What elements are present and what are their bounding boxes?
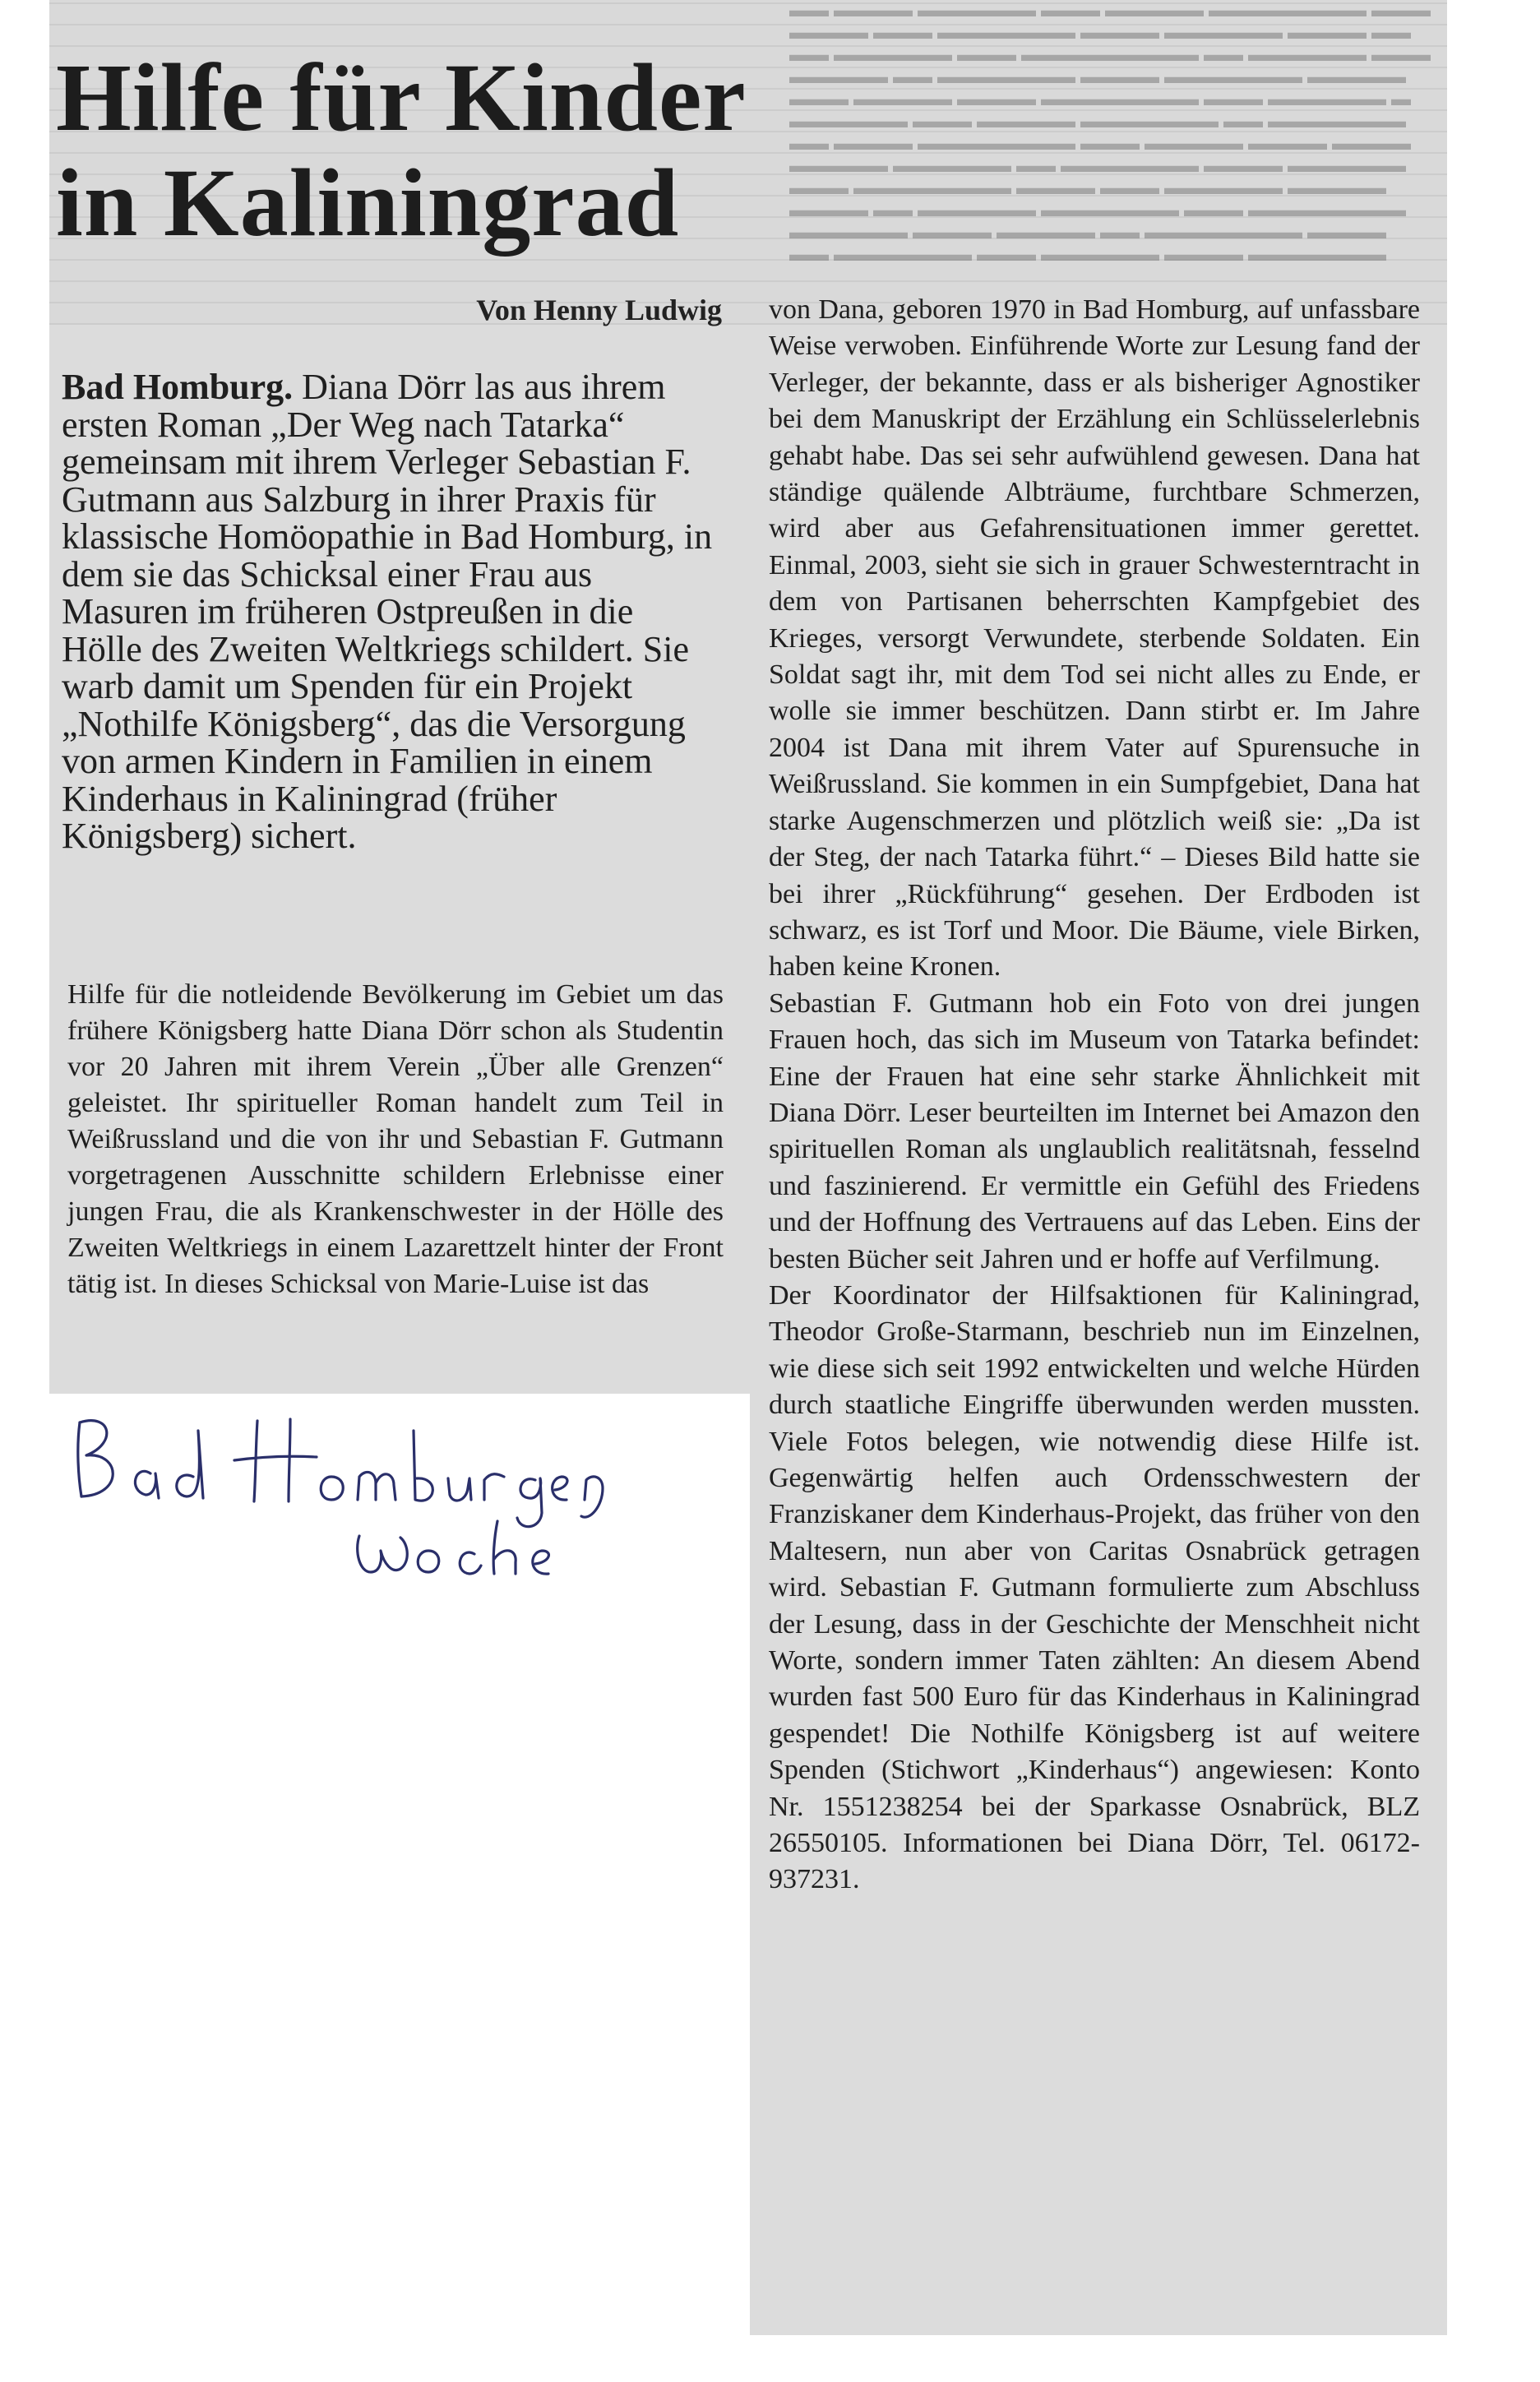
bleed-through-texture: ▬▬ ▬▬▬▬ ▬▬▬▬▬▬ ▬▬▬ ▬▬▬▬▬ ▬▬▬▬▬▬▬▬ ▬▬▬ ▬▬▬▬ ▬▬▬ ▬▬▬▬▬▬▬ ▬▬▬▬ ▬▬▬▬▬▬ ▬▬▬▬ ▬▬ ▬▬ ▬▬▬▬▬▬ ▬▬▬ ▬▬▬▬▬▬▬▬▬ ▬▬ ▬▬▬▬▬▬ ▬▬▬ ▬▬▬▬▬ ▬▬ ▬▬▬▬▬▬▬ ▬▬▬▬ ▬▬▬▬▬▬▬ ▬▬▬▬▬ ▬▬▬ ▬▬▬▬▬ ▬▬▬▬ ▬▬▬▬▬▬▬▬ ▬▬▬ ▬▬▬▬▬▬ ▬ ▬▬▬▬▬▬ ▬▬▬ ▬▬▬▬▬ ▬▬▬▬▬▬▬ ▬▬ ▬▬▬▬▬▬▬ ▬▬ ▬▬▬▬ ▬▬▬▬▬▬▬▬ ▬▬▬ ▬▬▬▬▬ ▬▬▬▬ ▬▬▬▬ ▬▬▬▬▬ ▬▬▬▬▬▬ ▬▬ ▬▬▬▬▬▬▬ ▬▬▬▬ ▬▬▬▬▬▬ ▬▬▬ ▬▬▬▬▬▬▬▬ ▬▬▬▬ ▬▬▬ ▬▬▬▬▬▬ ▬▬▬▬▬ ▬▬▬▬ ▬▬ ▬▬▬▬▬▬ ▬▬▬▬▬▬▬ ▬▬▬ ▬▬▬▬▬▬▬▬ ▬▬▬▬▬▬ ▬▬▬▬ ▬▬▬▬▬ ▬▬ ▬▬▬▬▬▬▬▬ ▬▬▬▬ ▬▬ ▬▬▬▬▬▬▬ ▬▬▬ ▬▬▬▬▬▬ ▬▬▬▬ ▬▬▬▬▬▬▬ (789, 0, 1431, 266)
handwriting-drawing (70, 1398, 645, 1595)
body-left-paragraph: Hilfe für die notleidende Bevölkerung im Gebiet um das frühere Königsberg hatte Diana Dörr schon als Studentin vor 20 Jahren mit ihrem Verein „Über alle Grenzen“ geleistet. Ihr spiritueller Roman handelt zum Teil in Weißrussland und die von ihr und Sebastian F. Gutmann vorgetragenen Ausschnitte schildern Erlebnisse einer jungen Frau, die als Krankenschwester in der Hölle des Zweiten Weltkriegs in einem Lazarettzelt hinter der Front tätig ist. In dieses Schicksal von Marie-Luise ist das (67, 979, 724, 1299)
article-lead-text: Diana Dörr las aus ihrem ersten Roman „Der Weg nach Tatarka“ gemeinsam mit ihrem Verleger Sebastian F. Gutmann aus Salzburg in ihrer Praxis für klassische Homöopathie in Bad Homburg, in dem sie das Schicksal einer Frau aus Masuren im früheren Ostpreußen in die Hölle des Zweiten Weltkriegs schildert. Sie warb damit um Spenden für ein Projekt „Nothilfe Königsberg“, das die Versorgung von armen Kindern in Familien in einem Kinderhaus in Kaliningrad (früher Königsberg) sichert. (62, 367, 713, 856)
handwritten-source-note (70, 1398, 645, 1595)
article-headline (56, 45, 747, 256)
article-dateline: Bad Homburg. (62, 367, 294, 407)
article-body-left (67, 977, 724, 1302)
article-lead (62, 368, 719, 855)
body-right-paragraph-2: Sebastian F. Gutmann hob ein Foto von drei jungen Frauen hoch, das sich im Museum von Tatarka befindet: Eine der Frauen hat eine sehr starke Ähnlichkeit mit Diana Dörr. Leser beurteilten im Internet bei Amazon den spirituellen Roman als unglaublich realitätsnah, fesselnd und faszinierend. Er vermittle ein Gefühl des Friedens und der Hoffnung des Vertrauens auf das Leben. Eins der besten Bücher seit Jahren und er hoffe auf Verfilmung. (769, 987, 1420, 1274)
body-right-paragraph-1: von Dana, geboren 1970 in Bad Homburg, auf unfassbare Weise verwoben. Einführende Worte zur Lesung fand der Verleger, der bekannte, dass er als bisheriger Agnostiker bei dem Manuskript der Erzählung ein Schlüsselerlebnis gehabt habe. Das sei sehr aufwühlend gewesen. Dana hat ständige quälende Albträume, furchtbare Schmerzen, wird aber aus Gefahrensituationen immer gerettet. Einmal, 2003, sieht sie sich in grauer Schwesterntracht in dem von Partisanen beherrschten Kampfgebiet des Krieges, versorgt Verwundete, sterbende Soldaten. Ein Soldat sagt ihr, mit dem Tod sei nicht alles zu Ende, er wolle sie immer beschützen. Dann stirbt er. Im Jahre 2004 ist Dana mit ihrem Vater auf Spurensuche in Weißrussland. Sie kommen in ein Sumpfgebiet, Dana hat starke Augenschmerzen und plötzlich weiß sie: „Da ist der Steg, der nach Tatarka führt.“ – Dieses Bild hatte sie bei ihrer „Rückführung“ gesehen. Der Erdboden ist schwarz, es ist Torf und Moor. Die Bäume, viele Birken, haben keine Kronen. (769, 294, 1420, 983)
headline-line-1: Hilfe für Kinder (56, 44, 747, 151)
headline-line-2: in Kaliningrad (56, 149, 680, 257)
article-body-right (769, 292, 1420, 1899)
body-right-paragraph-3: Der Koordinator der Hilfsaktionen für Kaliningrad, Theodor Große-Starmann, beschrieb nun im Einzelnen, wie diese sich seit 1992 entwickelten und welche Hürden durch staatliche Eingriffe überwunden werden mussten. Viele Fotos belegen, wie notwendig diese Hilfe ist. Gegenwärtig helfen auch Ordensschwestern der Franziskaner dem Kinderhaus-Projekt, das früher von den Maltesern, nun aber von Caritas Osnabrück getragen wird. Sebastian F. Gutmann formulierte zum Abschluss der Lesung, dass in der Geschichte der Menschheit nicht Worte, sondern immer Taten zählten: An diesem Abend wurden fast 500 Euro für das Kinderhaus in Kaliningrad gespendet! Die Nothilfe Königsberg ist auf weitere Spenden (Stichwort „Kinderhaus“) angewiesen: Konto Nr. 1551238254 bei der Sparkasse Osnabrück, BLZ 26550105. Informationen bei Diana Dörr, Tel. 06172-937231. (769, 1279, 1420, 1895)
article-byline: Von Henny Ludwig (476, 294, 722, 326)
